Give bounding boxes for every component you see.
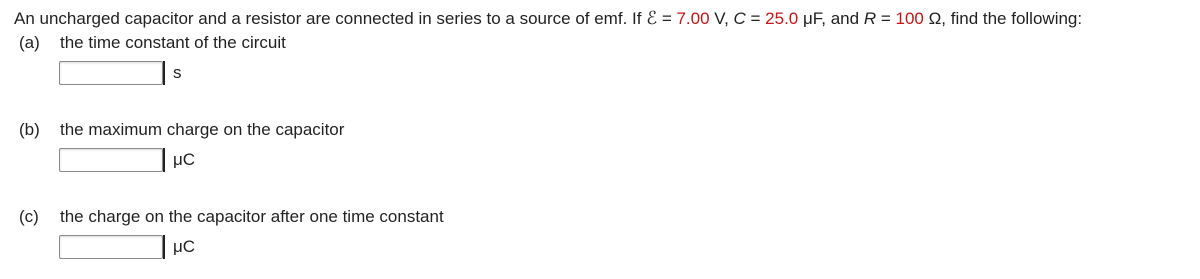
part-a-letter: (a)	[19, 33, 40, 52]
part-c-unit: μC	[173, 237, 196, 256]
part-b-letter: (b)	[19, 120, 40, 139]
equals-sign: =	[657, 9, 677, 28]
part-c-text: the charge on the capacitor after one time constant	[60, 207, 444, 226]
emf-unit: V,	[709, 9, 734, 28]
resistance-unit: Ω, find the following:	[923, 9, 1083, 28]
emf-value: 7.00	[676, 9, 710, 28]
part-a-answer-input[interactable]	[59, 61, 163, 85]
part-a-prompt	[19, 33, 286, 53]
part-c-letter: (c)	[19, 207, 39, 226]
part-b-prompt	[19, 120, 344, 140]
resistance-symbol: R	[863, 9, 877, 28]
part-a-unit: s	[173, 63, 182, 82]
resistance-value: 100	[895, 9, 924, 28]
capacitance-unit: μF, and	[798, 9, 864, 28]
unit-divider	[163, 148, 165, 172]
problem-statement	[14, 9, 1082, 29]
part-b-answer-row	[59, 148, 195, 172]
part-b-unit: μC	[173, 150, 196, 169]
unit-divider	[163, 235, 165, 259]
part-a-text: the time constant of the circuit	[60, 33, 286, 52]
part-c-answer-row	[59, 235, 195, 259]
intro-text: An uncharged capacitor and a resistor are connected in series to a source of emf. If	[14, 9, 647, 28]
capacitance-symbol: C	[733, 9, 746, 28]
part-b-text: the maximum charge on the capacitor	[60, 120, 345, 139]
part-c-answer-input[interactable]	[59, 235, 163, 259]
capacitance-value: 25.0	[765, 9, 799, 28]
equals-sign: =	[876, 9, 896, 28]
part-b-answer-input[interactable]	[59, 148, 163, 172]
emf-symbol: ℰ	[646, 8, 658, 29]
part-c-prompt	[19, 207, 444, 227]
part-a-answer-row	[59, 61, 182, 85]
unit-divider	[163, 61, 165, 85]
equals-sign: =	[745, 9, 766, 28]
